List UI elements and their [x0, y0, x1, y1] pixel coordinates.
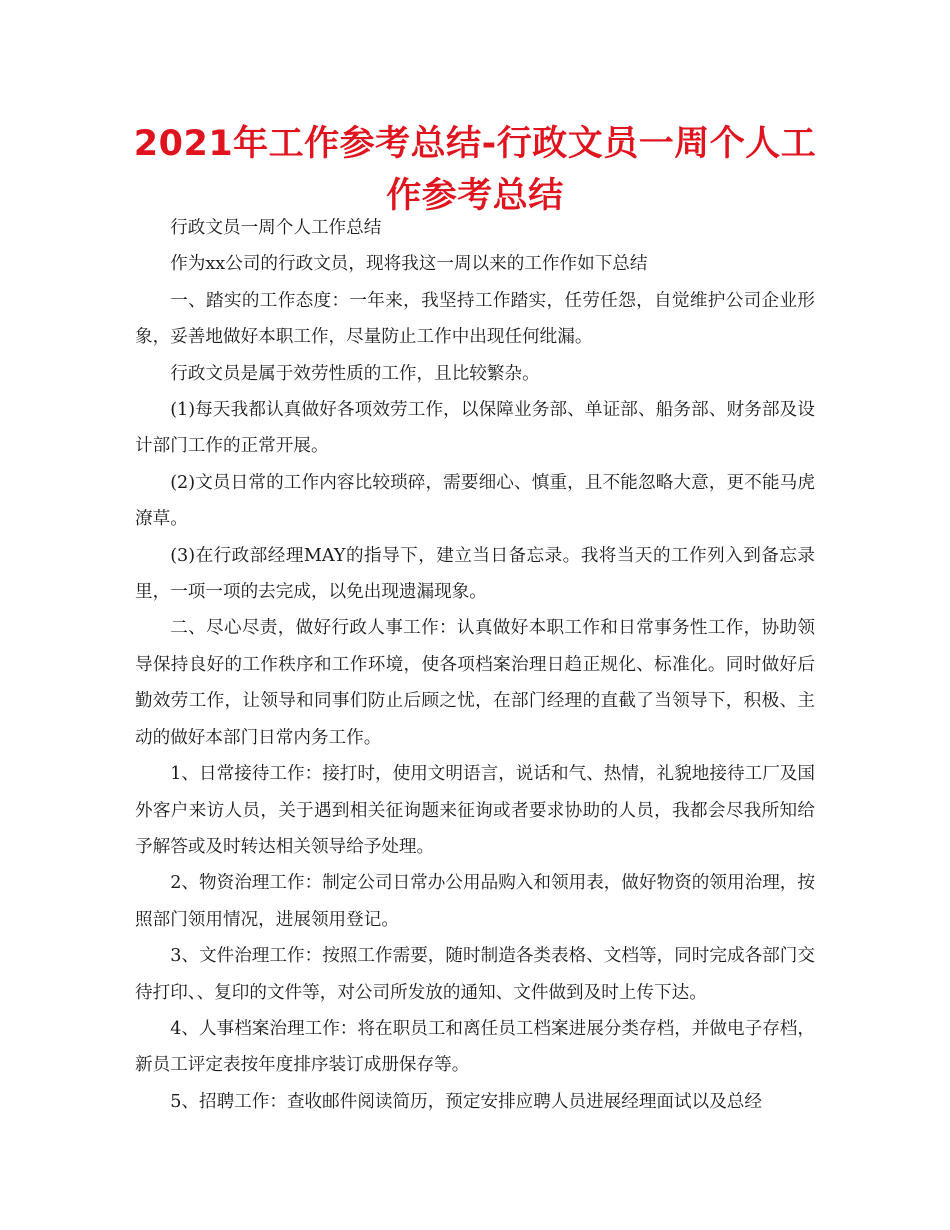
paragraph: 一、踏实的工作态度：一年来，我坚持工作踏实，任劳任怨，自觉维护公司企业形象，妥善地做好本职工作，尽量防止工作中出现任何纰漏。 — [135, 290, 815, 348]
document-body — [135, 210, 815, 1120]
paragraph: 二、尽心尽责，做好行政人事工作：认真做好本职工作和日常事务性工作，协助领导保持良好的工作秩序和工作环境，使各项档案治理日趋正规化、标准化。同时做好后勤效劳工作，让领导和同事们防止后顾之忧，在部门经理的直截了当领导下，积极、主动的做好本部门日常内务工作。 — [135, 618, 815, 748]
paragraph: 作为xx公司的行政文员，现将我这一周以来的工作作如下总结 — [170, 254, 648, 275]
paragraph: 5、招聘工作：查收邮件阅读简历，预定安排应聘人员进展经理面试以及总经 — [170, 1091, 762, 1112]
paragraph: 行政文员是属于效劳性质的工作，且比较繁杂。 — [170, 363, 540, 384]
document-title: 2021年工作参考总结-行政文员一周个人工作参考总结 — [133, 124, 817, 216]
paragraph: 行政文员一周个人工作总结 — [170, 218, 382, 238]
paragraph: 4、人事档案治理工作：将在职员工和离任员工档案进展分类存档，并做电子存档，新员工评定表按年度排序装订成册保存等。 — [135, 1018, 815, 1076]
paragraph: (2)文员日常的工作内容比较琐碎，需要细心、慎重，且不能忽略大意，更不能马虎潦草。 — [135, 472, 815, 530]
paragraph: 3、文件治理工作：按照工作需要，随时制造各类表格、文档等，同时完成各部门交待打印、、复印的文件等，对公司所发放的通知、文件做到及时上传下达。 — [135, 946, 815, 1003]
paragraph: 1、日常接待工作：接打时，使用文明语言，说话和气、热情，礼貌地接待工厂及国外客户来访人员，关于遇到相关征询题来征询或者要求协助的人员，我都会尽我所知给予解答或及时转达相关领导给予处理。 — [135, 764, 815, 857]
paragraph: 2、物资治理工作：制定公司日常办公用品购入和领用表，做好物资的领用治理，按照部门领用情况，进展领用登记。 — [135, 873, 815, 930]
paragraph: (3)在行政部经理MAY的指导下，建立当日备忘录。我将当天的工作列入到备忘录里，一项一项的去完成，以免出现遗漏现象。 — [135, 545, 815, 603]
paragraph: (1)每天我都认真做好各项效劳工作，以保障业务部、单证部、船务部、财务部及设计部门工作的正常开展。 — [135, 400, 815, 457]
